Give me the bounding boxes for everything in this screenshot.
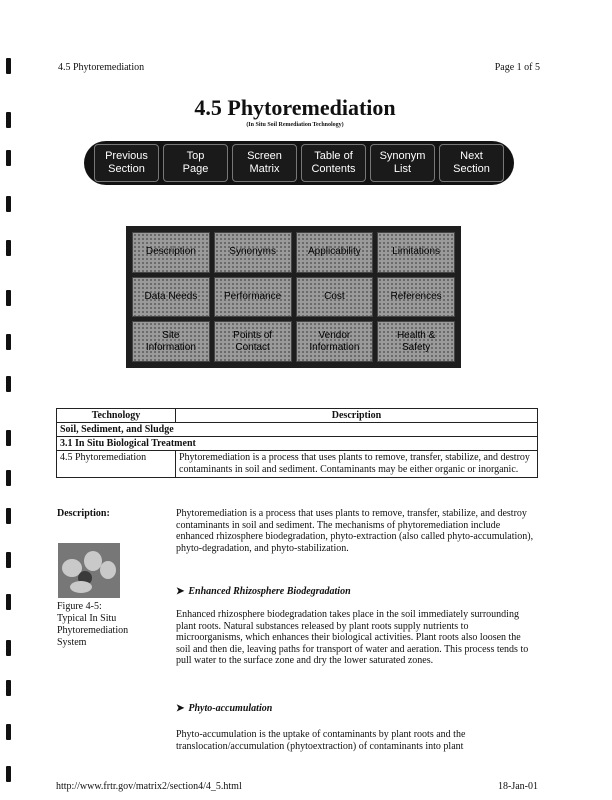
description-button[interactable]: Description: [132, 232, 210, 273]
next-section-button[interactable]: Next Section: [439, 144, 504, 182]
site-information-button[interactable]: Site Information: [132, 321, 210, 362]
paragraph-overview: Phytoremediation is a process that uses plants to remove, transfer, stabilize, and destroy contaminants in soil and sediment. The mechanisms of phytoremediation include enhanced rhizosphere biodegradation, phyto-extraction (also called phyto-accumulation), phyto-degradation, and phyto-stabilization.: [176, 508, 534, 554]
phytoremediation-photo: [58, 543, 120, 598]
binder-hole: [6, 240, 11, 256]
figure-caption: Figure 4-5: Typical In Situ Phytoremediation System: [57, 601, 129, 648]
paragraph-phyto-accumulation: Phyto-accumulation is the uptake of contaminants by plant roots and the translocation/accumulation (phytoextraction) of contaminants into plant: [176, 729, 466, 752]
page-title: 4.5 Phytoremediation: [194, 95, 396, 120]
binder-hole: [6, 766, 11, 782]
technology-column-header: Technology: [57, 409, 176, 423]
applicability-button[interactable]: Applicability: [296, 232, 374, 273]
subheading-phyto-accumulation: [176, 703, 272, 714]
performance-button[interactable]: Performance: [214, 277, 292, 318]
binder-hole: [6, 508, 11, 524]
binder-hole: [6, 552, 11, 568]
binder-hole: [6, 470, 11, 486]
footer-url: http://www.frtr.gov/matrix2/section4/4_5.html: [56, 781, 242, 792]
subheading-text: Phyto-accumulation: [188, 703, 273, 714]
arrow-icon: ➤: [176, 586, 185, 597]
data-needs-button[interactable]: Data Needs: [132, 277, 210, 318]
table-of-contents-button[interactable]: Table of Contents: [301, 144, 366, 182]
binder-hole: [6, 58, 11, 74]
table-header-row: [57, 409, 538, 423]
screen-matrix-button[interactable]: Screen Matrix: [232, 144, 297, 182]
binder-hole: [6, 724, 11, 740]
topic-button-grid: [126, 226, 461, 368]
table-row: [57, 437, 538, 451]
footer-date: 18-Jan-01: [498, 781, 538, 792]
page-subtitle: (In Situ Soil Remediation Technology): [246, 122, 344, 128]
description-column-header: Description: [176, 409, 538, 423]
header-page-number: Page 1 of 5: [494, 62, 540, 73]
arrow-icon: ➤: [176, 703, 185, 714]
health-safety-button[interactable]: Health & Safety: [377, 321, 455, 362]
limitations-button[interactable]: Limitations: [377, 232, 455, 273]
binder-hole: [6, 594, 11, 610]
binder-hole: [6, 196, 11, 212]
category-cell: Soil, Sediment, and Sludge: [57, 423, 538, 437]
binder-hole: [6, 376, 11, 392]
binder-hole: [6, 640, 11, 656]
description-label: Description:: [57, 508, 110, 519]
description-cell: Phytoremediation is a process that uses plants to remove, transfer, stabilize, and destroy contaminants in soil and sediment. Contaminants may be either organic or inorganic.: [176, 451, 538, 478]
subheading-rhizosphere: [176, 586, 351, 597]
binder-hole: [6, 430, 11, 446]
vendor-information-button[interactable]: Vendor Information: [296, 321, 374, 362]
subheading-text: Enhanced Rhizosphere Biodegradation: [188, 586, 351, 597]
cost-button[interactable]: Cost: [296, 277, 374, 318]
references-button[interactable]: References: [377, 277, 455, 318]
section-nav-bar: [84, 141, 514, 185]
paragraph-rhizosphere: Enhanced rhizosphere biodegradation takes place in the soil immediately surrounding plant roots. Natural substances released by plant roots supply nutrients to microorganisms, which enhances their biological activities. Plant roots also loosen the soil and then die, leaving paths for transport of water and aeration. This process tends to pull water to the surface zone and dry the lower saturated zones.: [176, 609, 529, 666]
technology-cell: 4.5 Phytoremediation: [57, 451, 176, 478]
table-row: [57, 423, 538, 437]
table-row: [57, 451, 538, 478]
synonyms-button[interactable]: Synonyms: [214, 232, 292, 273]
top-page-button[interactable]: Top Page: [163, 144, 228, 182]
subcategory-cell: 3.1 In Situ Biological Treatment: [57, 437, 538, 451]
previous-section-button[interactable]: Previous Section: [94, 144, 159, 182]
points-of-contact-button[interactable]: Points of Contact: [214, 321, 292, 362]
binder-hole: [6, 290, 11, 306]
synonym-list-button[interactable]: Synonym List: [370, 144, 435, 182]
binder-hole: [6, 334, 11, 350]
binder-hole: [6, 150, 11, 166]
technology-table: [56, 408, 538, 478]
header-page-title: 4.5 Phytoremediation: [58, 62, 145, 73]
binder-hole: [6, 680, 11, 696]
